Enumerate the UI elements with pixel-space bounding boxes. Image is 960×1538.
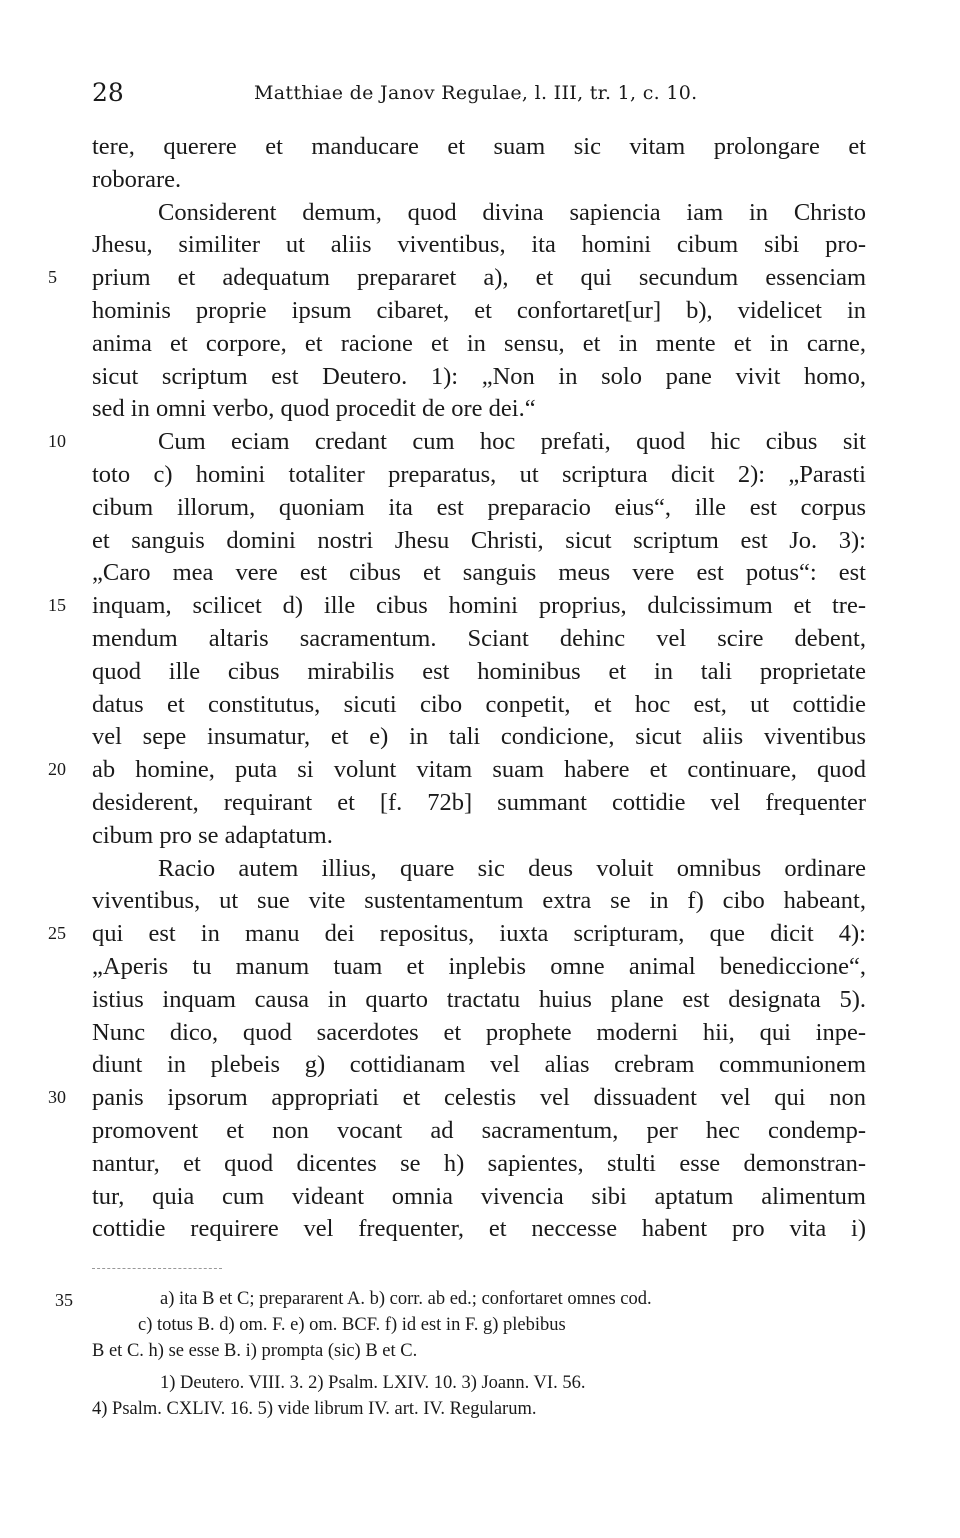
text-line: Racio autem illius, quare sic deus voluit omnibus ordinare	[158, 855, 866, 882]
text-line: diunt in plebeis g) cottidianam vel alias crebram communionem	[92, 1051, 866, 1078]
text-line: istius inquam causa in quarto tractatu huius plane est designata 5).	[92, 986, 866, 1013]
line-number: 10	[48, 431, 66, 451]
source-note-line: 1) Deutero. VIII. 3. 2) Psalm. LXIV. 10. 3) Joann. VI. 56.	[160, 1373, 586, 1393]
text-line: vel sepe insumatur, et e) in tali condicione, sicut aliis viventibus	[92, 723, 866, 750]
text-line: Nunc dico, quod sacerdotes et prophete moderni hii, qui inpe-	[92, 1019, 866, 1046]
apparatus-line: B et C. h) se esse B. i) prompta (sic) B et C.	[92, 1341, 418, 1361]
text-line: viventibus, ut sue vite sustentamentum extra se in f) cibo habeant,	[92, 887, 866, 914]
text-line: cibum illorum, quoniam ita est preparacio eius“, ille est corpus	[92, 494, 866, 521]
apparatus-line: c) totus B. d) om. F. e) om. BCF. f) id est in F. g) plebibus	[138, 1315, 566, 1335]
text-line: nantur, et quod dicentes se h) sapientes, stulti esse demonstran-	[92, 1150, 866, 1177]
line-number: 15	[48, 595, 66, 615]
text-line: tur, quia cum videant omnia vivencia sibi aptatum alimentum	[92, 1183, 866, 1210]
text-line: qui est in manu dei repositus, iuxta scripturam, que dicit 4):	[92, 920, 866, 947]
page-header	[92, 78, 872, 112]
line-number: 20	[48, 759, 66, 779]
text-line: sicut scriptum est Deutero. 1): „Non in solo pane vivit homo,	[92, 363, 866, 390]
text-line: Considerent demum, quod divina sapiencia iam in Christo	[158, 199, 866, 226]
text-line: promovent et non vocant ad sacramentum, per hec condemp-	[92, 1117, 866, 1144]
text-line: ab homine, puta si volunt vitam suam habere et continuare, quod	[92, 756, 866, 783]
line-number: 30	[48, 1087, 66, 1107]
text-line: prium et adequatum prepararet a), et qui secundum essenciam	[92, 264, 866, 291]
text-line: „Caro mea vere est cibus et sanguis meus vere est potus“: est	[92, 559, 866, 586]
source-note-line: 4) Psalm. CXLIV. 16. 5) vide librum IV. art. IV. Regularum.	[92, 1399, 537, 1419]
text-line: sed in omni verbo, quod procedit de ore dei.“	[92, 395, 536, 422]
text-line: inquam, scilicet d) ille cibus homini proprius, dulcissimum et tre-	[92, 592, 866, 619]
apparatus-line-number: 35	[55, 1290, 73, 1310]
text-line: hominis proprie ipsum cibaret, et confortaret[ur] b), videlicet in	[92, 297, 866, 324]
text-line: desiderent, requirant et [f. 72b] summant cottidie vel frequenter	[92, 789, 866, 816]
text-line: et sanguis domini nostri Jhesu Christi, sicut scriptum est Jo. 3):	[92, 527, 866, 554]
line-number: 5	[48, 267, 57, 287]
text-line: datus et constitutus, sicuti cibo conpetit, et hoc est, ut cottidie	[92, 691, 866, 718]
text-line: Jhesu, similiter ut aliis viventibus, ita homini cibum sibi pro-	[92, 231, 866, 258]
text-line: tere, querere et manducare et suam sic vitam prolongare et	[92, 133, 866, 160]
text-line: anima et corpore, et racione et in sensu, et in mente et in carne,	[92, 330, 866, 357]
text-line: panis ipsorum appropriati et celestis vel dissuadent vel qui non	[92, 1084, 866, 1111]
text-line: quod ille cibus mirabilis est hominibus et in tali proprietate	[92, 658, 866, 685]
line-number: 25	[48, 923, 66, 943]
text-line: roborare.	[92, 166, 182, 193]
footnote-separator	[92, 1268, 222, 1269]
text-line: „Aperis tu manum tuam et inplebis omne animal benediccione“,	[92, 953, 866, 980]
apparatus-line: a) ita B et C; prepararent A. b) corr. ab ed.; confortaret omnes cod.	[160, 1289, 652, 1309]
text-line: mendum altaris sacramentum. Sciant dehinc vel scire debent,	[92, 625, 866, 652]
text-line: cottidie requirere vel frequenter, et neccesse habent pro vita i)	[92, 1215, 866, 1242]
text-line: Cum eciam credant cum hoc prefati, quod hic cibus sit	[158, 428, 866, 455]
text-line: cibum pro se adaptatum.	[92, 822, 333, 849]
page-number: 28	[92, 78, 124, 107]
text-line: toto c) homini totaliter preparatus, ut scriptura dicit 2): „Parasti	[92, 461, 866, 488]
running-title: Matthiae de Janov Regulae, l. III, tr. 1, c. 10.	[254, 82, 698, 104]
